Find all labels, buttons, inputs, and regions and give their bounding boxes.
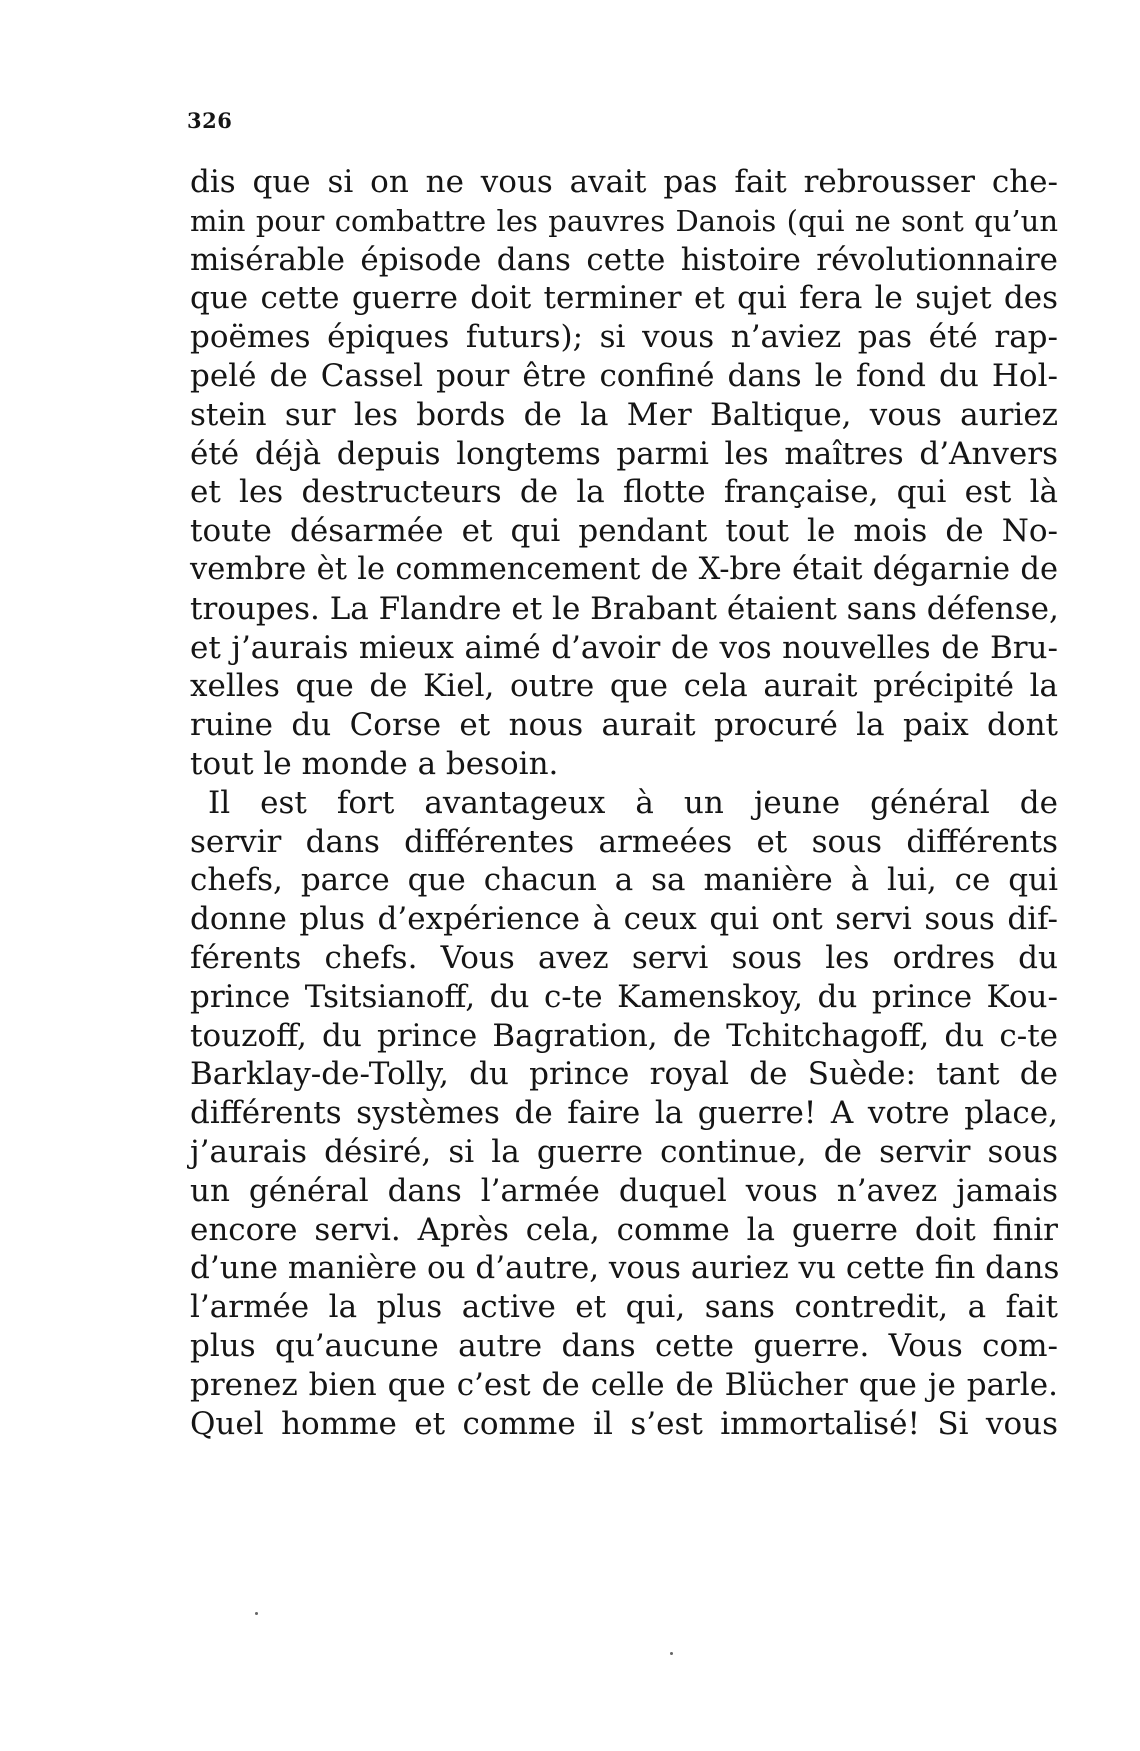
scan-speck xyxy=(255,1612,258,1615)
page-number: 326 xyxy=(187,108,233,133)
text-line: stein sur les bords de la Mer Baltique, vous auriez xyxy=(190,396,1058,433)
text-line: j’aurais désiré, si la guerre continue, de servir sous xyxy=(190,1133,1058,1170)
text-line: que cette guerre doit terminer et qui fera le sujet des xyxy=(190,280,1058,317)
text-line: été déjà depuis longtems parmi les maîtres d’Anvers xyxy=(190,435,1058,472)
paragraph-2 xyxy=(190,784,1060,1444)
text-line: encore servi. Après cela, comme la guerre doit finir xyxy=(190,1211,1058,1248)
text-line: troupes. La Flandre et le Brabant étaient sans défense, xyxy=(190,590,1059,627)
text-line: vembre èt le commencement de X-bre était dégarnie de xyxy=(190,551,1058,587)
text-line: tout le monde a besoin. xyxy=(190,745,559,782)
paragraph-1 xyxy=(190,163,1059,784)
text-line: dis que si on ne vous avait pas fait rebrousser che- xyxy=(190,164,1058,200)
text-line: l’armée la plus active et qui, sans contredit, a fait xyxy=(190,1289,1058,1326)
text-line: misérable épisode dans cette histoire révolutionnaire xyxy=(190,241,1058,278)
text-line: un général dans l’armée duquel vous n’avez jamais xyxy=(190,1172,1058,1209)
text-line: chefs, parce que chacun a sa manière à lui, ce qui xyxy=(190,862,1058,899)
text-line: touzoff, du prince Bagration, de Tchitchagoff, du c-te xyxy=(190,1017,1058,1054)
text-line: donne plus d’expérience à ceux qui ont servi sous dif- xyxy=(190,901,1058,938)
text-line: servir dans différentes armeées et sous différents xyxy=(190,823,1058,860)
text-line: poëmes épiques futurs); si vous n’aviez pas été rap- xyxy=(190,319,1058,356)
text-line: Il est fort avantageux à un jeune général de xyxy=(208,784,1058,821)
text-line: et les destructeurs de la flotte française, qui est là xyxy=(190,474,1058,511)
scan-speck xyxy=(670,1652,673,1655)
text-block xyxy=(190,163,1060,1443)
text-line: et j’aurais mieux aimé d’avoir de vos nouvelles de Bru- xyxy=(190,629,1058,666)
text-line: d’une manière ou d’autre, vous auriez vu cette fin dans xyxy=(190,1250,1060,1287)
text-line: prince Tsitsianoff, du c-te Kamenskoy, du prince Kou- xyxy=(190,978,1058,1015)
text-line: xelles que de Kiel, outre que cela aurait précipité la xyxy=(190,668,1058,705)
text-line: Quel homme et comme il s’est immortalisé! Si vous xyxy=(190,1405,1058,1442)
text-line: plus qu’aucune autre dans cette guerre. Vous com- xyxy=(190,1327,1058,1364)
text-line: Barklay-de-Tolly, du prince royal de Suède: tant de xyxy=(190,1056,1058,1093)
text-line: toute désarmée et qui pendant tout le mois de No- xyxy=(190,513,1058,550)
text-line: différents systèmes de faire la guerre! A votre place, xyxy=(190,1095,1058,1132)
text-line: pelé de Cassel pour être confiné dans le fond du Hol- xyxy=(190,357,1058,394)
text-line: férents chefs. Vous avez servi sous les ordres du xyxy=(190,939,1058,976)
text-line: ruine du Corse et nous aurait procuré la paix dont xyxy=(190,707,1058,744)
text-line: prenez bien que c’est de celle de Blücher que je parle. xyxy=(190,1366,1058,1403)
text-line: min pour combattre les pauvres Danois (qui ne sont qu’un xyxy=(190,203,1058,238)
